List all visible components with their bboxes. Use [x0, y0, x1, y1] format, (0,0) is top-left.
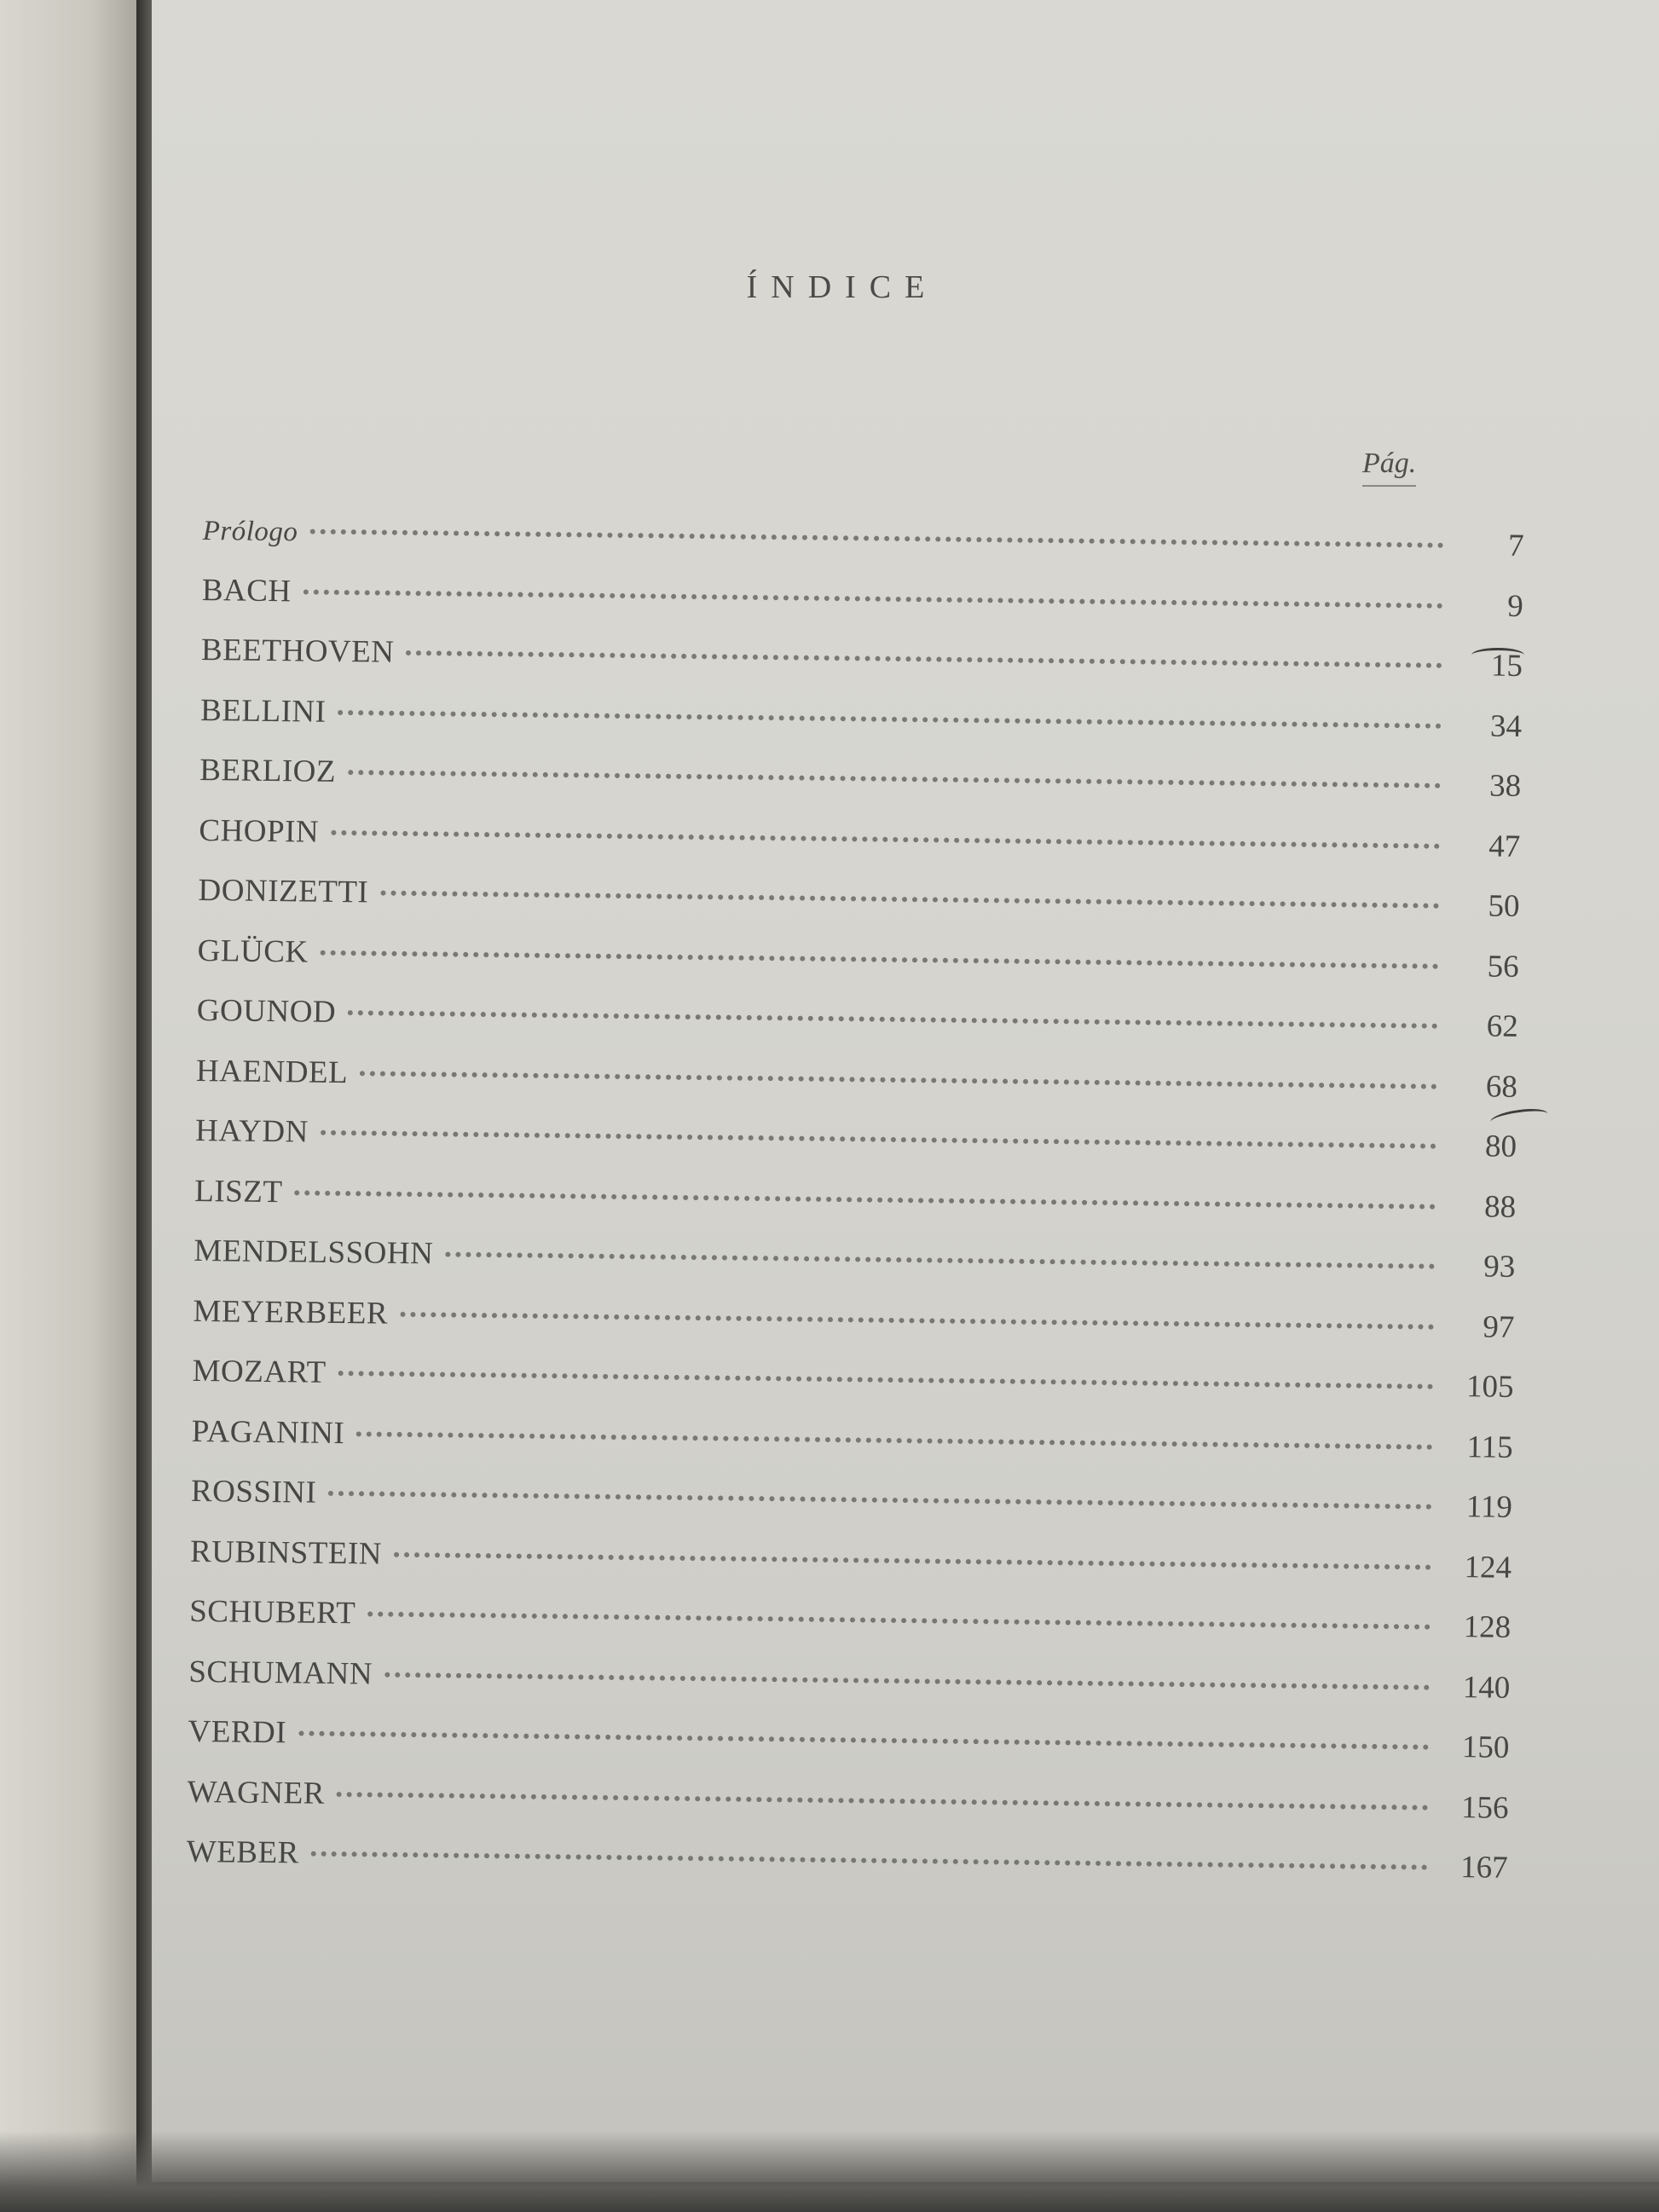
toc-entry-page-number: 56 [1487, 948, 1519, 985]
toc-entry-label: HAENDEL [195, 1053, 349, 1090]
toc-entry-label: LISZT [194, 1173, 283, 1210]
toc-entry-label: HAYDN [194, 1112, 309, 1150]
toc-entry-page-number: 150 [1461, 1730, 1510, 1765]
dot-leader [321, 949, 1439, 968]
dot-leader [337, 1791, 1429, 1811]
page-column-header: Pág. [1362, 448, 1416, 487]
dot-leader [338, 1370, 1434, 1389]
dot-leader [348, 769, 1441, 788]
dot-leader [309, 528, 1443, 548]
dot-leader [298, 1730, 1429, 1749]
toc-entry-label: CHOPIN [199, 812, 320, 850]
dot-leader [360, 1070, 1437, 1089]
dot-leader [311, 1851, 1428, 1870]
toc-entry-label: MENDELSSOHN [194, 1233, 434, 1272]
toc-entry-label: BACH [201, 572, 292, 609]
toc-entry-label: SCHUBERT [188, 1593, 356, 1632]
toc-entry-page-number: 62 [1486, 1008, 1518, 1044]
toc-entry-page-number: 167 [1460, 1850, 1508, 1886]
left-page-edge [0, 0, 149, 2212]
dot-leader [331, 829, 1440, 848]
dot-leader [303, 588, 1443, 608]
toc-entry-page-number: 124 [1464, 1549, 1512, 1585]
pencil-mark [1471, 648, 1524, 662]
toc-entry-label: PAGANINI [191, 1413, 345, 1451]
dot-leader [406, 650, 1442, 668]
toc-entry-page-number: 80 [1484, 1129, 1517, 1164]
toc-entry-label: Prólogo [202, 515, 298, 548]
toc-entry-label: WAGNER [187, 1774, 326, 1811]
toc-entry-label: SCHUMANN [188, 1654, 373, 1692]
toc-entry-label: MEYERBEER [193, 1293, 389, 1331]
toc-entry-page-number: 7 [1507, 528, 1524, 563]
dot-leader [321, 1129, 1436, 1149]
toc-entry-label: BELLINI [199, 692, 327, 730]
toc-entry-page-number: 88 [1483, 1188, 1517, 1225]
toc-entry-page-number: 9 [1507, 588, 1524, 624]
dot-leader [294, 1189, 1436, 1209]
toc-entry-page-number: 128 [1463, 1609, 1512, 1645]
dot-leader [380, 890, 1439, 909]
page-title: ÍNDICE [746, 269, 939, 305]
dot-leader [356, 1430, 1433, 1449]
toc-entry-label: BERLIOZ [199, 752, 337, 789]
toc-entry-page-number: 47 [1488, 828, 1521, 864]
toc-entry-page-number: 50 [1488, 888, 1520, 924]
toc-entry-page-number: 119 [1465, 1489, 1513, 1525]
toc-entry-page-number: 105 [1465, 1369, 1514, 1405]
dot-leader [445, 1251, 1435, 1269]
dot-leader [394, 1551, 1431, 1569]
toc-entry-label: MOZART [192, 1353, 327, 1390]
toc-entry-label: GOUNOD [196, 992, 337, 1030]
dot-leader [338, 708, 1442, 728]
toc-entry-page-number: 38 [1488, 768, 1522, 804]
dot-leader [384, 1671, 1430, 1689]
table-of-contents [186, 511, 1524, 1909]
toc-entry-page-number: 93 [1483, 1249, 1516, 1285]
toc-entry-page-number: 34 [1489, 707, 1523, 744]
toc-entry-label: WEBER [186, 1834, 300, 1871]
toc-entry-label: RUBINSTEIN [189, 1533, 383, 1572]
page-bottom-shadow [0, 2131, 1659, 2212]
toc-entry-page-number: 68 [1485, 1068, 1518, 1105]
toc-entry-page-number: 15 [1490, 648, 1523, 684]
toc-entry-page-number: 156 [1460, 1789, 1509, 1826]
dot-leader [328, 1490, 1432, 1510]
toc-entry-label: ROSSINI [190, 1473, 317, 1510]
toc-entry-label: BEETHOVEN [200, 632, 395, 670]
toc-entry-label: VERDI [188, 1713, 287, 1751]
book-page [152, 0, 1659, 2182]
toc-entry-page-number: 115 [1466, 1429, 1513, 1465]
dot-leader [367, 1610, 1431, 1629]
toc-entry-label: DONIZETTI [198, 872, 369, 910]
dot-leader [400, 1310, 1434, 1329]
toc-entry-page-number: 97 [1483, 1308, 1515, 1345]
dot-leader [348, 1009, 1438, 1029]
toc-entry-page-number: 140 [1462, 1669, 1511, 1706]
toc-entry-label: GLÜCK [197, 933, 309, 970]
